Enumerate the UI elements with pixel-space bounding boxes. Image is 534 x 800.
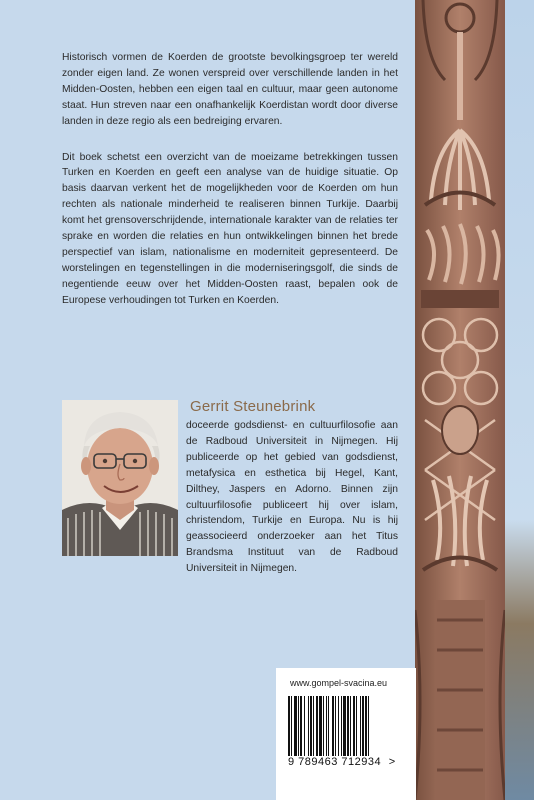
author-bio-text: doceerde godsdienst- en cultuurfilosofie aan de Radboud Universiteit in Nijmegen. Hij publiceerde op het gebied van godsdienst, metafysica en esthetica bij Hegel, Kant, Dilthey, Jaspers en Adorno. Binnen zijn cultuurfilosofie publiceert hij over islam, christendom, Turkije en Europa. Nu is hij geassocieerd onderzoeker aan het Titus Brandsma Instituut van de Radboud Universiteit in Nijmegen. [186, 420, 398, 575]
barcode-bar [353, 696, 355, 756]
barcode-bar [288, 696, 290, 756]
isbn-digits: 9 789463 712934 [288, 756, 382, 768]
barcode-bar [313, 696, 314, 756]
description-paragraph-1: Historisch vormen de Koerden de grootste bevolkingsgroep ter wereld zonder eigen land. Ze wonen verspreid over verschillende landen in het Midden-Oosten, hebben een eigen taal en cultuur, maar geen autonome staat. Hun streven naar een onafhankelijk Koerdistan wordt door diverse landen in deze regio als een bedreiging ervaren. [62, 52, 398, 127]
isbn-barcode-icon [288, 696, 404, 756]
barcode-bar [350, 696, 351, 756]
barcode-bar [323, 696, 324, 756]
photo-spacer [62, 418, 186, 576]
barcode-bar [328, 696, 329, 756]
barcode-bar [319, 696, 322, 756]
barcode-bar [347, 696, 349, 756]
carved-stone-ornament-strip [415, 0, 505, 800]
description-paragraph-2: Dit boek schetst een overzicht van de moeizame betrekkingen tussen Turken en Koerden en geeft een analyse van de huidige situatie. Op basis daarvan verkent het de mogelijkheden voor de Koerden om hun rechten als nationale minderheid te realiseren binnen Turkije. Daarbij komt het grensoverschrijdende, internationale karakter van de relaties ter sprake en worden die relaties en hun ontwikkelingen binnen het brede perspectief van islam, nationalisme en moderniteit gepresenteerd. De worstelingen en tegenstellingen in die moderniseringsgolf, die sinds de negentiende eeuw over het Midden-Oosten raast, bepalen ook de Europese verhoudingen tot Turken en Koerden. [62, 151, 398, 306]
photo-edge-strip [505, 0, 534, 800]
barcode-panel [276, 668, 416, 800]
barcode-bar [360, 696, 361, 756]
author-bio [62, 418, 398, 577]
author-name: Gerrit Steunebrink [190, 398, 316, 415]
barcode-bar [294, 696, 297, 756]
carved-stone-ornament-icon [415, 0, 505, 800]
barcode-bar [343, 696, 346, 756]
barcode-bar [300, 696, 302, 756]
barcode-bar [341, 696, 342, 756]
barcode-bar [335, 696, 336, 756]
barcode-bar [298, 696, 299, 756]
barcode-bar [308, 696, 309, 756]
publisher-url: www.gompel-svacina.eu [290, 678, 388, 688]
isbn-number [288, 756, 396, 768]
barcode-bar [326, 696, 327, 756]
barcode-bar [368, 696, 369, 756]
barcode-bar [304, 696, 305, 756]
barcode-bar [310, 696, 312, 756]
barcode-bar [332, 696, 334, 756]
barcode-bar [362, 696, 364, 756]
isbn-arrow: > [388, 756, 396, 768]
barcode-bar [338, 696, 339, 756]
barcode-bar [356, 696, 357, 756]
barcode-bar [365, 696, 367, 756]
barcode-bar [316, 696, 318, 756]
barcode-bar [291, 696, 292, 756]
description-column [62, 50, 398, 329]
